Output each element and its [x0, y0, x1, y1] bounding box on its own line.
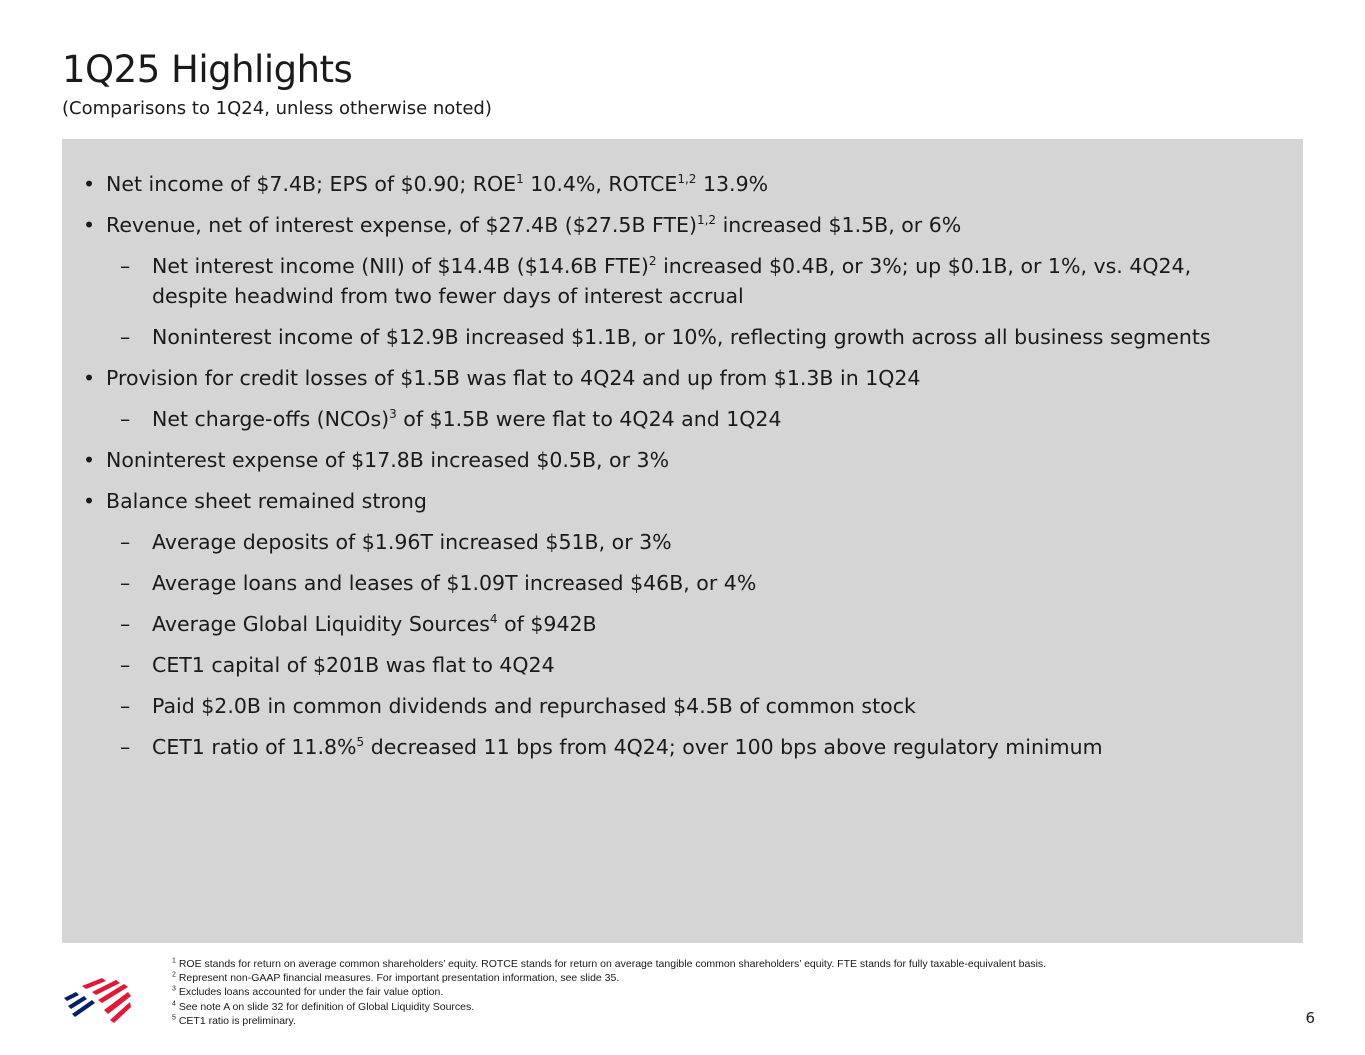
item-text: 10.4%, ROTCE — [523, 172, 678, 196]
bullet-item — [62, 486, 1273, 516]
footnote-ref: 3 — [389, 407, 397, 422]
dash-marker: – — [120, 407, 131, 431]
bullet-marker: • — [83, 366, 96, 390]
bullet-marker: • — [83, 448, 96, 472]
footnote-text: Excludes loans accounted for under the fair value option. — [178, 986, 444, 999]
footnote — [172, 971, 1046, 985]
footnotes — [172, 957, 1046, 1028]
sub-bullet-item — [62, 609, 1273, 639]
item-text: of $1.5B were flat to 4Q24 and 1Q24 — [396, 407, 782, 431]
page-number: 6 — [1305, 1009, 1315, 1027]
item-text: CET1 ratio of 11.8% — [152, 735, 357, 759]
footnote-text: See note A on slide 32 for definition of Global Liquidity Sources. — [178, 1000, 475, 1013]
footnote-ref: 4 — [489, 612, 498, 627]
dash-marker: – — [120, 571, 131, 595]
dash-marker: – — [120, 612, 131, 636]
item-text: Paid $2.0B in common dividends and repurchased $4.5B of common stock — [152, 694, 916, 718]
item-text: Net interest income (NII) of $14.4B ($14.6B FTE) — [152, 254, 649, 278]
footnote-number: 4 — [172, 1000, 176, 1008]
item-text: increased $1.5B, or 6% — [716, 213, 962, 237]
footnote-ref: 1 — [516, 172, 524, 187]
footnote-number: 2 — [172, 971, 176, 979]
bullet-marker: • — [83, 489, 96, 513]
item-text: Average loans and leases of $1.09T increased $46B, or 4% — [152, 571, 757, 595]
page-subtitle: (Comparisons to 1Q24, unless otherwise noted) — [62, 98, 492, 119]
dash-marker: – — [120, 694, 131, 718]
sub-bullet-item — [62, 691, 1273, 721]
page-title: 1Q25 Highlights — [62, 48, 353, 91]
sub-bullet-item — [62, 251, 1273, 311]
sub-bullet-item — [62, 650, 1273, 680]
footnote-ref: 2 — [648, 254, 657, 269]
item-text: Balance sheet remained strong — [106, 489, 427, 513]
footnote — [172, 985, 1046, 999]
item-text: Net income of $7.4B; EPS of $0.90; ROE — [106, 172, 517, 196]
item-text: increased $0.4B, or 3%; up $0.1B, or 1%, vs. 4Q24, despite headwind from two fewer days of interest accrual — [152, 254, 1192, 308]
sub-bullet-item — [62, 732, 1273, 762]
footnote — [172, 1000, 1046, 1014]
item-text: CET1 capital of $201B was flat to 4Q24 — [152, 653, 555, 677]
item-text: Provision for credit losses of $1.5B was flat to 4Q24 and up from $1.3B in 1Q24 — [106, 366, 921, 390]
dash-marker: – — [120, 254, 131, 278]
dash-marker: – — [120, 735, 131, 759]
footnote-text: ROE stands for return on average common shareholders’ equity. ROTCE stands for return on average tangible common shareholders’ equity. FTE stands for fully taxable-equivalent basis. — [178, 958, 1047, 970]
sub-bullet-item — [62, 404, 1273, 434]
bullet-item — [62, 445, 1273, 475]
item-text: Average deposits of $1.96T increased $51B, or 3% — [152, 530, 672, 554]
footnote-number: 3 — [172, 985, 176, 993]
bullet-item — [62, 169, 1273, 199]
sub-bullet-item — [62, 527, 1273, 557]
bullet-marker: • — [83, 213, 96, 237]
bank-flag-logo-icon — [62, 974, 132, 1026]
item-text: Net charge-offs (NCOs) — [152, 407, 390, 431]
sub-bullet-item — [62, 568, 1273, 598]
bullet-item — [62, 210, 1273, 240]
dash-marker: – — [120, 530, 131, 554]
item-text: Average Global Liquidity Sources — [152, 612, 490, 636]
highlights-list — [62, 169, 1273, 773]
bullet-item — [62, 363, 1273, 393]
footnote-text: CET1 ratio is preliminary. — [178, 1014, 296, 1027]
item-text: Noninterest expense of $17.8B increased $0.5B, or 3% — [106, 448, 670, 472]
footnote — [172, 957, 1046, 971]
item-text: 13.9% — [696, 172, 769, 196]
footnote-number: 1 — [172, 957, 176, 965]
footnote-ref: 5 — [356, 735, 365, 750]
footnote-text: Represent non-GAAP financial measures. For important presentation information, see slide 35. — [178, 972, 620, 985]
footnote-number: 5 — [172, 1014, 176, 1022]
bullet-marker: • — [83, 172, 96, 196]
item-text: Revenue, net of interest expense, of $27.4B ($27.5B FTE) — [106, 213, 697, 237]
item-text: of $942B — [497, 612, 597, 636]
dash-marker: – — [120, 325, 131, 349]
item-text: decreased 11 bps from 4Q24; over 100 bps above regulatory minimum — [364, 735, 1103, 759]
highlights-panel — [62, 139, 1303, 943]
footnote — [172, 1014, 1046, 1028]
item-text: Noninterest income of $12.9B increased $1.1B, or 10%, reflecting growth across all business segments — [152, 325, 1211, 349]
sub-bullet-item — [62, 322, 1273, 352]
footnote-ref: 1,2 — [677, 172, 697, 187]
dash-marker: – — [120, 653, 131, 677]
footnote-ref: 1,2 — [696, 213, 717, 228]
